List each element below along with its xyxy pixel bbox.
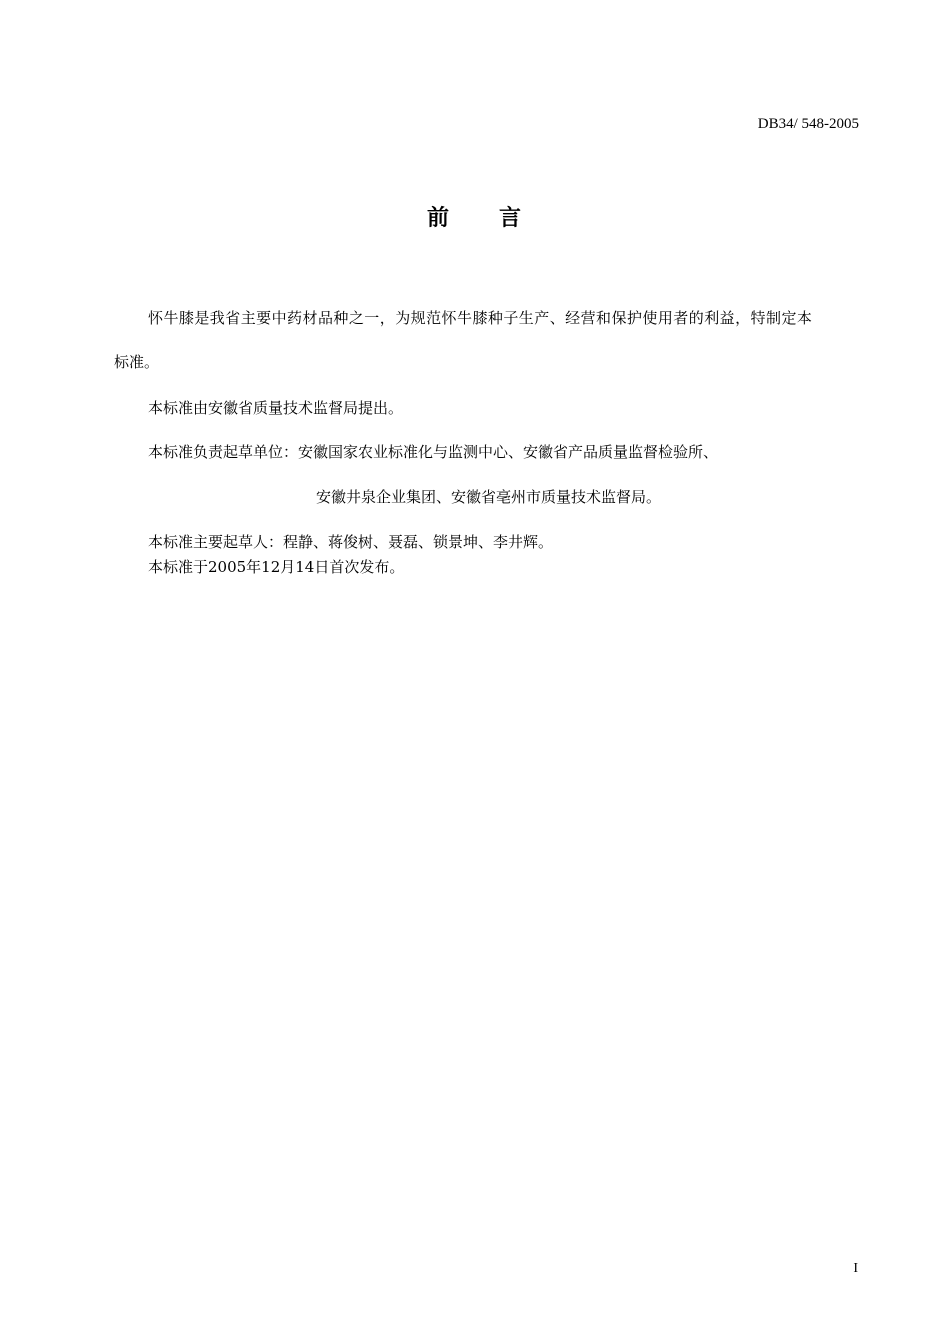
standard-code: DB34/ 548-2005 bbox=[757, 116, 859, 132]
proposer-paragraph: 本标准由安徽省质量技术监督局提出。 bbox=[148, 399, 404, 417]
preface-paragraph-1-line-1: 怀牛膝是我省主要中药材品种之一，为规范怀牛膝种子生产、经营和保护使用者的利益，特制定本 bbox=[148, 309, 813, 327]
page-number: I bbox=[853, 1261, 858, 1276]
drafting-units-line-1: 本标准负责起草单位：安徽国家农业标准化与监测中心、安徽省产品质量监督检验所、 bbox=[148, 443, 719, 461]
drafters-paragraph: 本标准主要起草人：程静、蒋俊树、聂磊、锁景坤、李井辉。 bbox=[148, 533, 554, 551]
release-date-paragraph: 本标准于2005年12月14日首次发布。 bbox=[148, 558, 405, 576]
page-title: 前 言 bbox=[426, 206, 523, 231]
drafting-units-line-2: 安徽井泉企业集团、安徽省亳州市质量技术监督局。 bbox=[316, 488, 662, 506]
preface-paragraph-1-line-2: 标准。 bbox=[114, 353, 160, 371]
